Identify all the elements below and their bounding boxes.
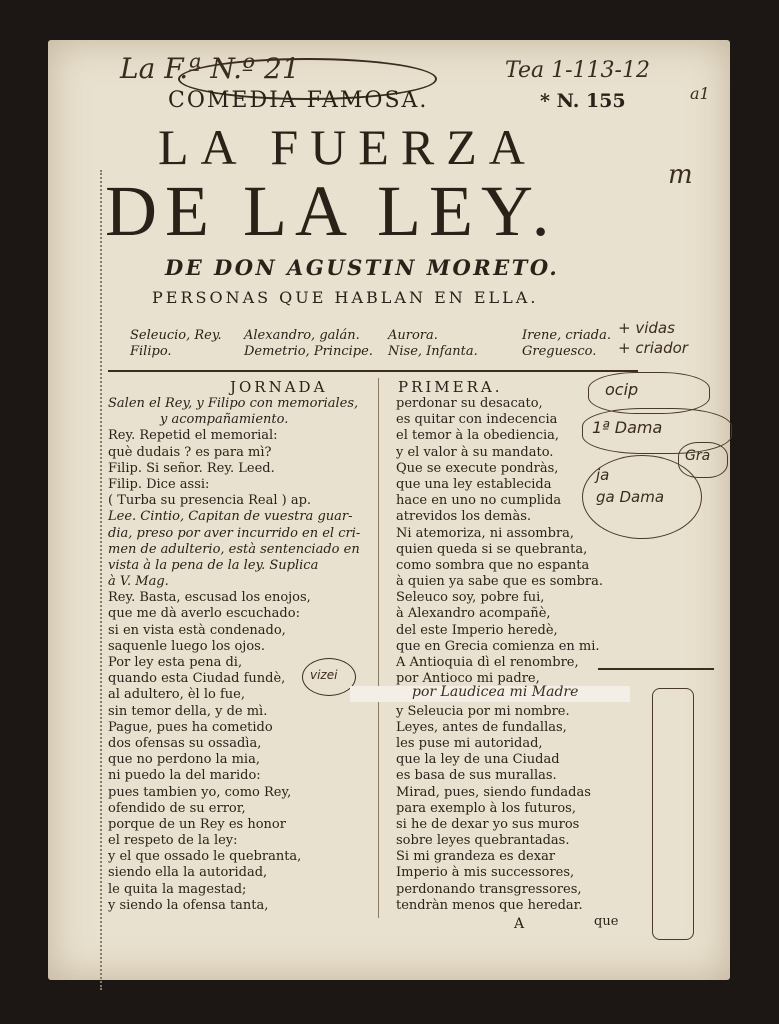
left-column [108,396,370,914]
annotation-text-1: ocip [605,380,639,399]
verse-line: le quita la magestad; [108,881,247,897]
verse-line: que una ley establecida [396,476,552,492]
verse-line: dia, preso por aver incurrido en el cri- [108,525,361,541]
verse-line: Ni atemoriza, ni assombra, [396,525,575,541]
verse-line: tendràn menos que heredar. [396,897,583,913]
verse-line: saquenle luego los ojos. [108,638,265,654]
verse-line: y siendo la ofensa tanta, [108,897,269,913]
verse-line: del este Imperio heredè, [396,622,558,638]
jornada-left: JORNADA [230,378,328,396]
verse-line: sin temor della, y de mì. [108,703,268,719]
verse-line: y acompañamiento. [160,412,289,428]
title-line-2: DE LA LEY. [105,171,558,251]
verse-line: men de adulterio, està sentenciado en [108,541,360,557]
margin-scribble [652,688,694,940]
verse-line: les puse mi autoridad, [396,735,543,751]
verse-line: Si mi grandeza es dexar [396,849,556,865]
verse-line: y el que ossado le quebranta, [108,849,302,865]
verse-line: hace en uno no cumplida [396,493,562,509]
persona-group-3: Aurora. Nise, Infanta. [388,328,478,359]
verse-line: el temor à la obediencia, [396,428,560,444]
verse-line: quando esta Ciudad fundè, [108,671,286,687]
annotation-text-2: 1ª Dama [592,418,663,437]
inserted-handwritten-line: por Laudicea mi Madre [412,684,579,700]
verse-line: Pague, pues ha cometido [108,719,273,735]
verse-line: es quitar con indecencia [396,412,558,428]
verse-line: Seleuco soy, pobre fui, [396,590,545,606]
verse-line: si he de dexar yo sus muros [396,816,580,832]
verse-line: Rey. Basta, escusad los enojos, [108,590,311,606]
persona-group-4: Irene, criada. Greguesco. [522,328,611,359]
margin-mark-m: m [668,160,693,190]
verse-line: à V. Mag. [108,574,169,590]
verse-line: el respeto de la ley: [108,833,238,849]
persona-group-1: Seleucio, Rey. Filipo. [130,328,222,359]
verse-line: què dudais ? es para mì? [108,444,272,460]
signature-mark: A [514,916,525,932]
verse-line: ni puedo la del marido: [108,768,261,784]
verse-line: Rey. Repetid el memorial: [108,428,278,444]
comedia-label: COMEDIA FAMOSA. [168,88,429,113]
play-number: * N. 155 [540,90,626,112]
gutter-oval-text: vizei [310,668,338,682]
strike-line [598,668,714,670]
verse-line: es basa de sus murallas. [396,768,557,784]
header-rule [108,370,638,372]
verse-line: A Antioquia dì el renombre, [396,655,579,670]
verse-line: perdonando transgressores, [396,881,582,897]
verse-line: Mirad, pues, siendo fundadas [396,784,591,800]
verse-line: si en vista està condenado, [108,622,286,638]
verse-line: al adultero, èl lo fue, [108,687,245,703]
verse-line: ( Turba su presencia Real ) ap. [108,493,312,509]
verse-line: porque de un Rey es honor [108,816,286,832]
verse-line: atrevidos los demàs. [396,509,532,525]
jornada-right: PRIMERA. [398,378,503,396]
verse-line: pues tambien yo, como Rey, [108,784,292,800]
verse-line: sobre leyes quebrantadas. [396,833,570,849]
author-line: DE DON AGUSTIN MORETO. [165,255,560,280]
verse-line: quien queda si se quebranta, [396,541,588,557]
verse-line: Leyes, antes de fundallas, [396,719,567,735]
verse-line: que me dà averlo escuchado: [108,606,300,622]
corner-mark: a1 [690,84,710,103]
verse-line: para exemplo à los futuros, [396,800,576,816]
verse-line: Filip. Si señor. Rey. Leed. [108,460,275,476]
verse-line: Por ley esta pena di, [108,655,243,670]
title-line-1: LA FUERZA [158,119,537,175]
catchword: que [594,914,619,929]
verse-line: que la ley de una Ciudad [396,752,560,768]
verse-line: siendo ella la autoridad, [108,865,268,881]
shelf-mark-left: La F.ª N.º 21 [120,52,300,85]
annotation-text-4: ja ga Dama [596,466,665,506]
verse-line: dos ofensas su ossadìa, [108,735,262,751]
column-divider [378,378,379,918]
verse-line: y el valor à su mandato. [396,444,554,460]
verse-line: Lee. Cintio, Capitan de vuestra guar- [108,509,353,525]
verse-line: Filip. Dice assi: [108,476,210,492]
verse-line: que en Grecia comienza en mi. [396,638,600,654]
margin-note-personas: + vidas + criador [618,319,688,357]
annotation-text-3: Gra [685,448,711,464]
persona-group-2: Alexandro, galán. Demetrio, Principe. [244,328,373,359]
verse-line: que no perdono la mia, [108,752,260,768]
verse-line: vista à la pena de la ley. Suplica [108,557,319,573]
verse-line: Que se execute pondràs, [396,460,559,476]
verse-line: Salen el Rey, y Filipo con memoriales, [108,396,359,411]
personas-heading: PERSONAS QUE HABLAN EN ELLA. [152,288,539,307]
verse-line: à quien ya sabe que es sombra. [396,574,603,590]
verse-line: à Alexandro acompañè, [396,606,551,622]
verse-line: y Seleucia por mi nombre. [396,703,570,719]
verse-line: ofendido de su error, [108,800,246,816]
verse-line: perdonar su desacato, [396,396,543,411]
verse-line: Imperio à mis successores, [396,865,575,881]
verse-line: como sombra que no espanta [396,557,590,573]
shelf-mark-right: Tea 1-113-12 [505,58,650,83]
verse-line: por Antioco mi padre, [396,671,540,687]
